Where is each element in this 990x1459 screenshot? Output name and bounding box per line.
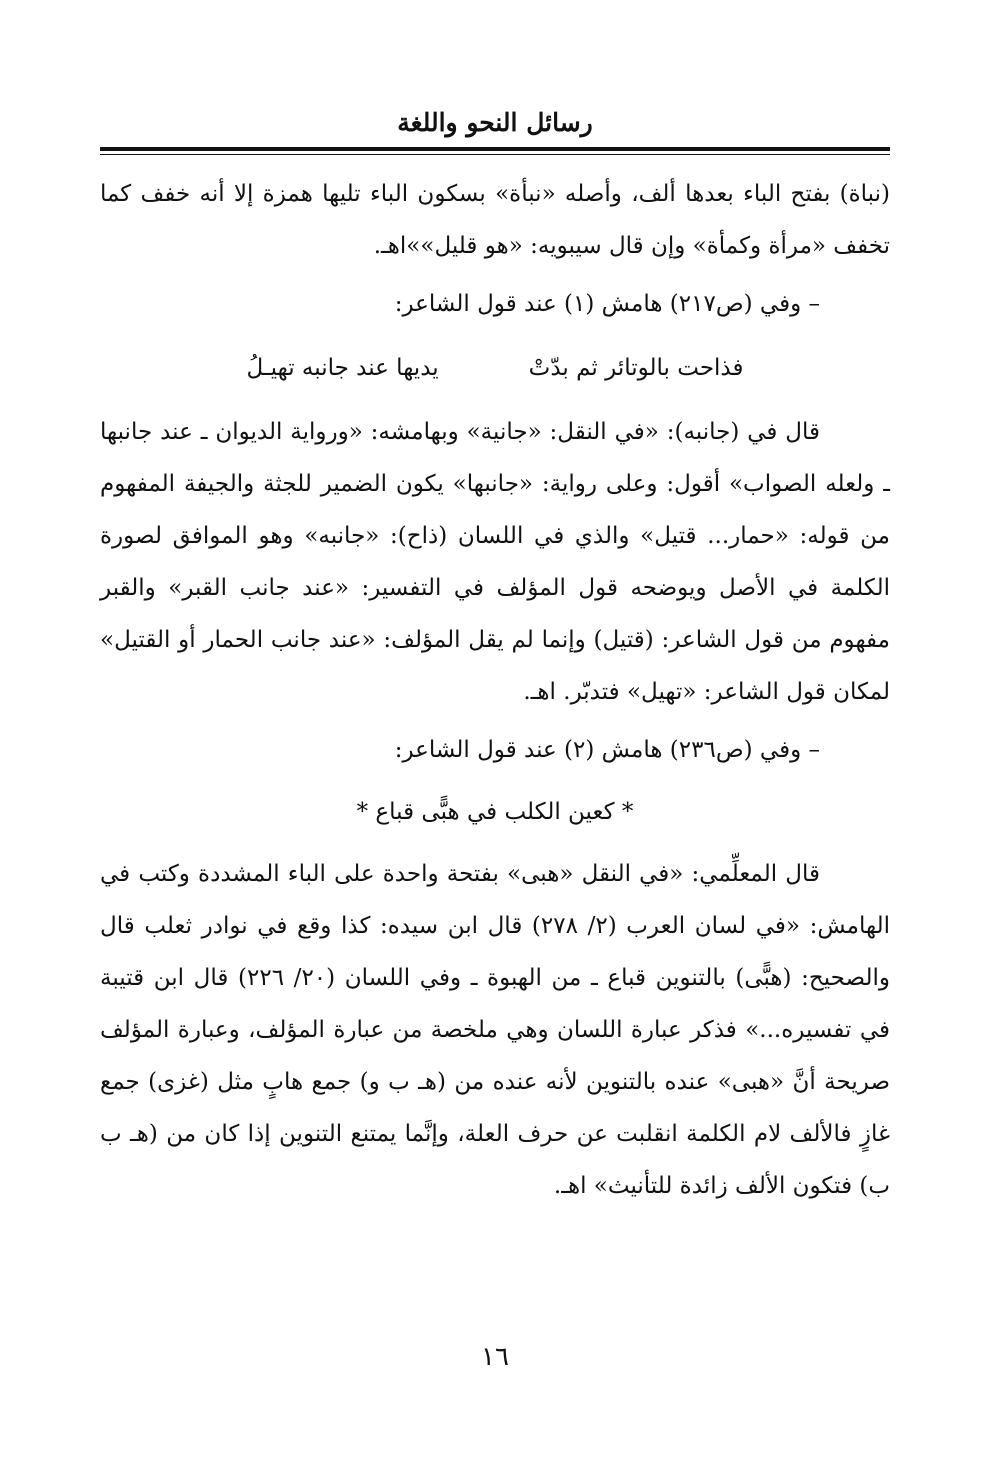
note-intro-p217: – وفي (ص٢١٧) هامش (١) عند قول الشاعر: [394,291,820,317]
running-header: رسائل النحو واللغة [397,108,593,137]
verse-line-1 [100,338,890,398]
page-body [100,168,890,1212]
paragraph-janibih: قال في (جانبه): «في النقل: «جانية» وبهامشه: «ورواية الديوان ـ عند جانبها ـ ولعله الصواب» أقول: وعلى رواية: «جانبها» يكون الضمير للجثة والجيفة المفهوم من قوله: «حمار... قتيل» والذي في اللسان (ذاح): «جانبه» وهو الموافق لصورة الكلمة في الأصل ويوضحه قول المؤلف في التفسير: «عند جانب القبر» والقبر مفهوم من قول الشاعر: (قتيل) وإنما لم يقل المؤلف: «عند جانب الحمار أو القتيل» لمكان قول الشاعر: «تهيل» فتدبّر. اهـ. [100,419,891,705]
paragraph-nabat: (نباة) بفتح الباء بعدها ألف، وأصله «نبأة» بسكون الباء تليها همزة إلا أنه خفف كما تخفف «مرأة وكمأة» وإن قال سيبويه: «هو قليل»»اهـ. [100,181,890,259]
paragraph-muallimi: قال المعلِّمي: «في النقل «هبى» بفتحة واحدة على الباء المشددة وكتب في الهامش: «في لسان العرب (٢/ ٢٧٨) قال ابن سيده: كذا وقع في نوادر ثعلب قال والصحيح: (هبًّى) بالتنوين قباع ـ من الهبوة ـ وفي اللسان (٢٠/ ٢٢٦) قال ابن قتيبة في تفسيره...» فذكر عبارة اللسان وهي ملخصة من عبارة المؤلف، وعبارة المؤلف صريحة أنَّ «هبى» عنده بالتنوين لأنه عنده من (هـ ب و) جمع هابٍ مثل (غزى) جمع غازٍ فالألف لام الكلمة انقلبت عن حرف العلة، وإنَّما يمتنع التنوين إذا كان من (هـ ب ب) فتكون الألف زائدة للتأنيث» اهـ. [100,861,890,1199]
header-rule-thick [100,147,890,151]
verse1-first-hemistich: فذاحت بالوتائر ثم بدّتْ [528,355,744,381]
note-intro-p236: – وفي (ص٢٣٦) هامش (٢) عند قول الشاعر: [394,737,820,763]
verse1-second-hemistich: يديها عند جانبه تهيـلُ [246,355,439,381]
header-rule-thin [100,154,890,155]
verse-line-2: * كعين الكلب في هبًّى قباع * [356,799,634,825]
page-number: ١٦ [481,1342,509,1372]
